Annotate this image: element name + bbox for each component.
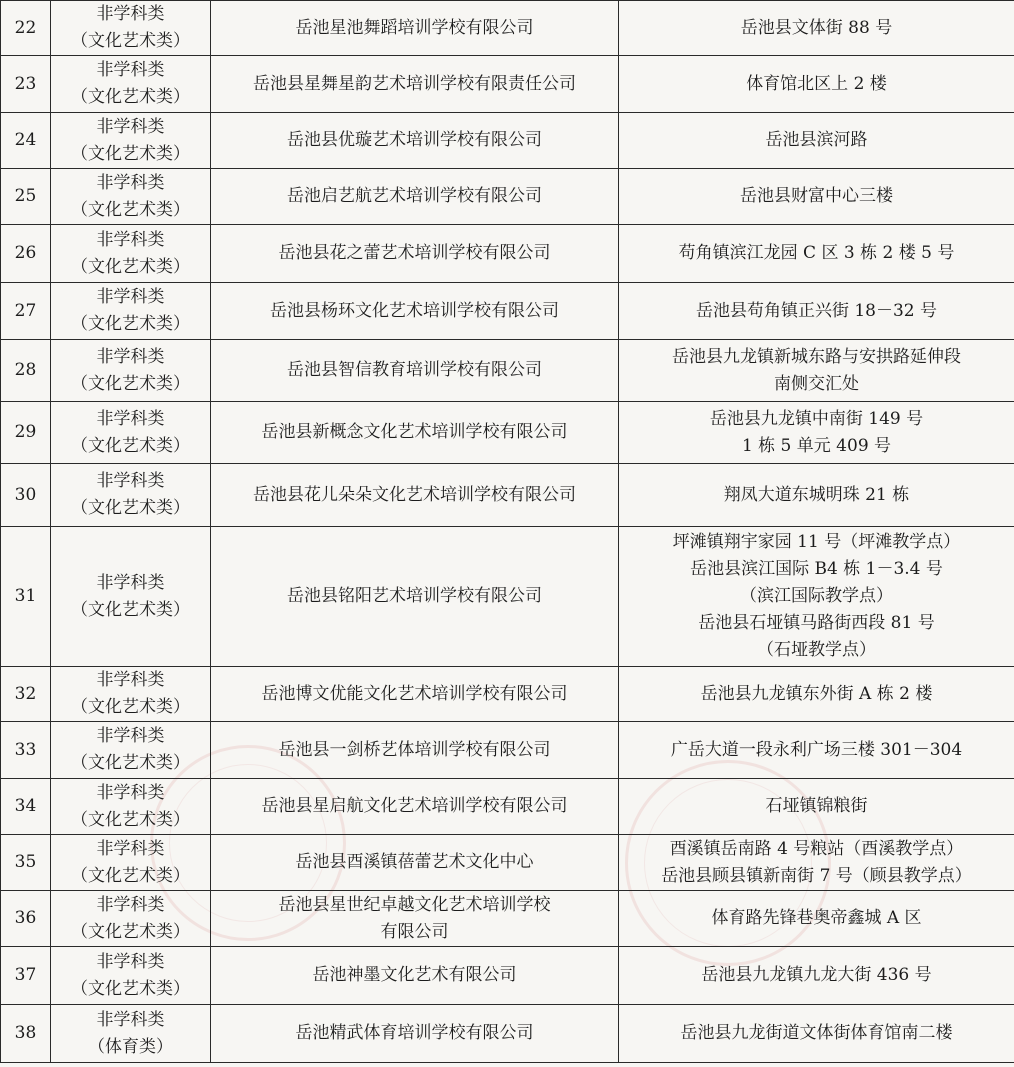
address-cell (619, 402, 1014, 464)
address-cell (619, 169, 1014, 225)
address-cell (619, 56, 1014, 113)
address-cell (619, 1005, 1014, 1063)
row-number: 25 (1, 169, 51, 225)
table-row (1, 722, 1014, 779)
table-row (1, 225, 1014, 283)
institution-name-line: 岳池县优璇艺术培训学校有限公司 (287, 130, 542, 150)
institution-name-cell (211, 169, 619, 225)
category-line: 非学科类 (96, 894, 165, 915)
category-line: （文化艺术类） (71, 373, 190, 394)
address-line: 岳池县文体街 88 号 (740, 17, 893, 38)
address-cell (619, 527, 1014, 667)
category-line: （体育类） (88, 1036, 173, 1057)
category-line: （文化艺术类） (71, 256, 190, 277)
institution-name-line: 有限公司 (380, 921, 449, 942)
category-line: 非学科类 (96, 670, 165, 690)
address-line: 岳池县苟角镇正兴街 18－32 号 (695, 300, 938, 321)
institution-name-line: 岳池县铭阳艺术培训学校有限公司 (287, 586, 542, 606)
row-number: 38 (1, 1005, 51, 1063)
address-line: （滨江国际教学点） (740, 586, 893, 606)
category-cell (51, 283, 211, 340)
table-row (1, 1, 1014, 56)
institution-name-cell (211, 402, 619, 464)
category-line: 非学科类 (96, 346, 165, 367)
table-row (1, 835, 1014, 891)
address-line: 岳池县九龙街道文体街体育馆南二楼 (680, 1023, 953, 1043)
address-cell (619, 667, 1014, 722)
category-line: （文化艺术类） (71, 87, 190, 107)
row-number: 28 (1, 340, 51, 402)
address-line: 广岳大道一段永利广场三楼 301－304 (670, 739, 963, 760)
category-line: 非学科类 (96, 951, 165, 972)
address-line: 1 栋 5 单元 409 号 (741, 435, 892, 456)
category-line: （文化艺术类） (71, 978, 190, 999)
category-line: 非学科类 (96, 172, 165, 193)
table-row (1, 1005, 1014, 1063)
address-line: 岳池县九龙镇东外街 A 栋 2 楼 (700, 683, 933, 704)
category-cell (51, 464, 211, 527)
category-cell (51, 779, 211, 835)
institution-name-cell (211, 722, 619, 779)
category-line: （文化艺术类） (71, 599, 190, 620)
address-line: 翔凤大道东城明珠 21 栋 (723, 484, 910, 505)
row-number: 33 (1, 722, 51, 779)
address-line: 石垭镇锦粮街 (765, 796, 868, 816)
address-line: 苟角镇滨江龙园 C 区 3 栋 2 楼 5 号 (678, 243, 955, 263)
address-cell (619, 283, 1014, 340)
category-line: （文化艺术类） (71, 199, 190, 220)
table-row (1, 779, 1014, 835)
category-line: （文化艺术类） (71, 809, 190, 830)
category-cell (51, 113, 211, 169)
row-number: 22 (1, 1, 51, 56)
category-line: 非学科类 (96, 572, 165, 593)
address-cell (619, 1, 1014, 56)
institution-name-line: 岳池县花之蕾艺术培训学校有限公司 (278, 243, 551, 263)
institution-name-line: 岳池县星世纪卓越文化艺术培训学校 (278, 894, 551, 915)
institution-name-cell (211, 56, 619, 113)
institution-name-line: 岳池县杨环文化艺术培训学校有限公司 (270, 300, 559, 321)
row-number: 36 (1, 891, 51, 947)
category-cell (51, 891, 211, 947)
category-line: （文化艺术类） (71, 921, 190, 942)
category-line: 非学科类 (96, 471, 165, 491)
category-line: （文化艺术类） (71, 697, 190, 717)
category-line: 非学科类 (96, 408, 165, 429)
institution-name-line: 岳池县一剑桥艺体培训学校有限公司 (278, 739, 551, 760)
institution-name-cell (211, 779, 619, 835)
address-line: 岳池县滨河路 (765, 130, 868, 150)
table-row (1, 56, 1014, 113)
category-cell (51, 56, 211, 113)
category-line: 非学科类 (96, 838, 165, 859)
table-row (1, 891, 1014, 947)
category-line: 非学科类 (96, 4, 165, 24)
institution-name-line: 岳池神墨文化艺术有限公司 (312, 965, 517, 985)
row-number: 34 (1, 779, 51, 835)
institution-name-line: 岳池星池舞蹈培训学校有限公司 (295, 17, 534, 38)
row-number: 27 (1, 283, 51, 340)
address-line: 岳池县石垭镇马路街西段 81 号 (698, 613, 935, 633)
category-line: （文化艺术类） (71, 435, 190, 456)
row-number: 37 (1, 947, 51, 1005)
institution-name-cell (211, 891, 619, 947)
address-line: 体育路先锋巷奥帝鑫城 A 区 (711, 908, 922, 928)
address-line: 岳池县九龙镇中南街 149 号 (709, 408, 924, 429)
institution-name-line: 岳池县花儿朵朵文化艺术培训学校有限公司 (253, 484, 576, 505)
address-line: 岳池县九龙镇新城东路与安拱路延伸段 (672, 346, 961, 367)
institution-name-cell (211, 1005, 619, 1063)
address-line: 岳池县滨江国际 B4 栋 1－3.4 号 (690, 559, 943, 579)
table-row (1, 340, 1014, 402)
address-line: 岳池县顾县镇新南街 7 号（顾县教学点） (661, 865, 972, 886)
table-row (1, 402, 1014, 464)
category-line: （文化艺术类） (71, 314, 190, 334)
category-cell (51, 835, 211, 891)
institution-name-cell (211, 225, 619, 283)
table-body (1, 1, 1014, 1063)
category-cell (51, 225, 211, 283)
institution-name-cell (211, 835, 619, 891)
institution-name-line: 岳池博文优能文化艺术培训学校有限公司 (261, 683, 568, 704)
category-cell (51, 527, 211, 667)
row-number: 30 (1, 464, 51, 527)
category-line: （文化艺术类） (71, 753, 190, 773)
category-line: 非学科类 (96, 1009, 165, 1030)
category-line: 非学科类 (96, 287, 165, 307)
address-cell (619, 891, 1014, 947)
institution-name-line: 岳池县星启航文化艺术培训学校有限公司 (261, 796, 568, 816)
address-line: 岳池县九龙镇九龙大街 436 号 (701, 965, 932, 985)
address-cell (619, 779, 1014, 835)
address-line: 坪滩镇翔宇家园 11 号（坪滩教学点） (672, 532, 961, 552)
row-number: 35 (1, 835, 51, 891)
table-row (1, 169, 1014, 225)
row-number: 32 (1, 667, 51, 722)
category-cell (51, 722, 211, 779)
category-line: 非学科类 (96, 116, 165, 137)
category-line: （文化艺术类） (71, 498, 190, 518)
table-row (1, 667, 1014, 722)
address-line: 岳池县财富中心三楼 (740, 186, 893, 206)
institution-name-line: 岳池县智信教育培训学校有限公司 (287, 360, 542, 380)
row-number: 23 (1, 56, 51, 113)
address-cell (619, 113, 1014, 169)
category-cell (51, 667, 211, 722)
institution-name-cell (211, 464, 619, 527)
row-number: 26 (1, 225, 51, 283)
category-line: 非学科类 (96, 229, 165, 250)
category-line: （文化艺术类） (71, 143, 190, 164)
institution-name-cell (211, 113, 619, 169)
table-row (1, 947, 1014, 1005)
institution-name-cell (211, 667, 619, 722)
category-line: 非学科类 (96, 726, 165, 746)
row-number: 31 (1, 527, 51, 667)
institution-name-cell (211, 1, 619, 56)
table-row (1, 113, 1014, 169)
institution-name-cell (211, 947, 619, 1005)
institution-name-cell (211, 340, 619, 402)
table-row (1, 464, 1014, 527)
category-cell (51, 947, 211, 1005)
table-row (1, 283, 1014, 340)
category-cell (51, 169, 211, 225)
row-number: 24 (1, 113, 51, 169)
institution-name-line: 岳池精武体育培训学校有限公司 (295, 1023, 534, 1043)
institution-name-line: 岳池启艺航艺术培训学校有限公司 (287, 186, 542, 206)
address-cell (619, 464, 1014, 527)
category-cell (51, 402, 211, 464)
row-number: 29 (1, 402, 51, 464)
address-cell (619, 225, 1014, 283)
institution-name-line: 岳池县新概念文化艺术培训学校有限公司 (261, 422, 568, 442)
address-cell (619, 947, 1014, 1005)
address-line: 酉溪镇岳南路 4 号粮站（酉溪教学点） (669, 838, 964, 859)
category-cell (51, 1, 211, 56)
category-line: （文化艺术类） (71, 865, 190, 886)
institution-name-cell (211, 527, 619, 667)
address-line: 南侧交汇处 (774, 373, 859, 394)
category-line: 非学科类 (96, 782, 165, 803)
institution-name-cell (211, 283, 619, 340)
category-line: （文化艺术类） (71, 31, 190, 51)
address-cell (619, 722, 1014, 779)
category-cell (51, 1005, 211, 1063)
address-line: （石垭教学点） (757, 640, 876, 660)
address-cell (619, 340, 1014, 402)
address-line: 体育馆北区上 2 楼 (746, 73, 887, 94)
table-row (1, 527, 1014, 667)
institution-name-line: 岳池县星舞星韵艺术培训学校有限责任公司 (253, 73, 576, 94)
category-cell (51, 340, 211, 402)
institution-name-line: 岳池县酉溪镇蓓蕾艺术文化中心 (295, 852, 534, 872)
address-cell (619, 835, 1014, 891)
category-line: 非学科类 (96, 60, 165, 80)
